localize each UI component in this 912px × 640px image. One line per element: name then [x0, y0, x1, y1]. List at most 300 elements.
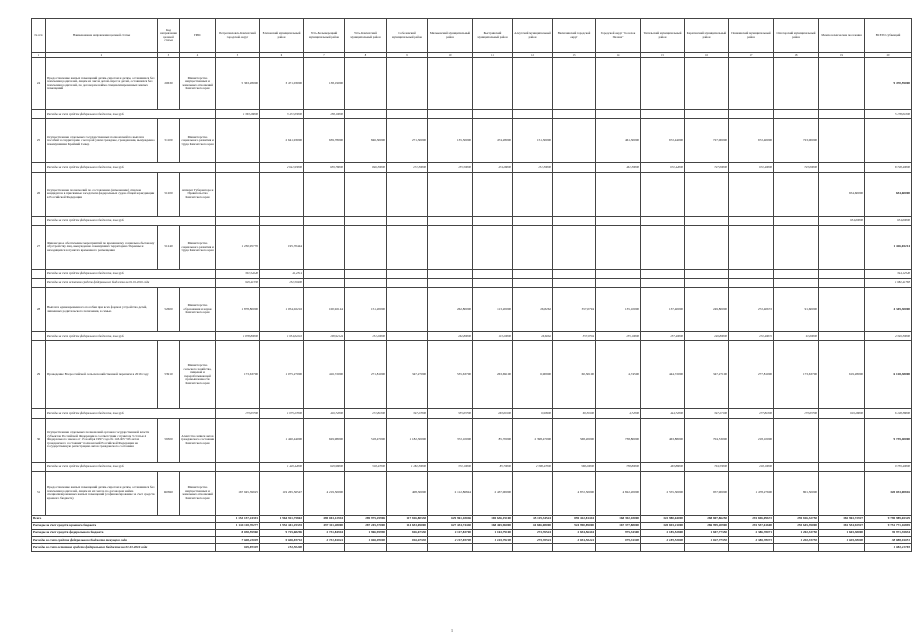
subtotal-row [32, 462, 912, 471]
subtotal-label: Расходы за счет средств федерального бюджета, тыс.руб. [46, 409, 216, 418]
subtotal-label: Расходы за счет средств федерального бюджета, тыс.руб. [46, 332, 216, 341]
subtotal-amount [345, 278, 387, 287]
subtotal-amount [513, 110, 553, 119]
amount-cell: 357,0794 [553, 288, 596, 332]
amount-cell: 135,10000 [596, 288, 641, 332]
amount-cell [729, 172, 774, 216]
amount-cell [774, 58, 819, 110]
column-header: Соболевский муниципальный район [387, 19, 428, 53]
subtotal-amount [345, 269, 387, 278]
amount-cell: 801,50000 [774, 471, 819, 515]
subtotal-amount [473, 216, 513, 225]
subtotal-amount: 137,40000 [641, 332, 685, 341]
amount-cell: 957,90000 [685, 471, 729, 515]
amount-cell: 4 872,50000 [553, 471, 596, 515]
total-amount: 287 245,37000 [345, 522, 387, 529]
subtotal-amount: 619,28000 [819, 409, 865, 418]
total-amount: 289 975,25906 [345, 515, 387, 522]
total-amount: 169 636,19100 [473, 515, 513, 522]
total-amount: 490 043,12944 [304, 515, 345, 522]
total-amount: 2 117,83700 [428, 530, 473, 537]
column-header: Межпоселенческие поселения [819, 19, 865, 53]
total-amount: 1 163,79100 [473, 537, 513, 544]
total-amount: 322 980,64000 [641, 515, 685, 522]
subtotal-amount [513, 278, 553, 287]
amount-cell [685, 58, 729, 110]
total-amount: 44 846,08000 [513, 522, 553, 529]
amount-cell: 1 230,95770 [216, 225, 260, 269]
row-total: 320 033,00816 [865, 471, 912, 515]
subtotal-amount: 654,60000 [819, 216, 865, 225]
column-number: 9 [387, 53, 428, 58]
amount-cell: 416,72000 [304, 341, 345, 409]
subtotal-amount [553, 163, 596, 172]
amount-cell: 167 945,39925 [216, 471, 260, 515]
subtotal-amount: 135,50000 [428, 163, 473, 172]
amount-cell: 151,20000 [345, 288, 387, 332]
row-total: 9 470,59000 [865, 58, 912, 110]
subtotal-row [32, 278, 912, 287]
total-amount [387, 544, 428, 551]
subtotal-amount [641, 278, 685, 287]
amount-cell: 408,30000 [387, 471, 428, 515]
amount-cell [387, 172, 428, 216]
total-amount: 168 465,96000 [473, 522, 513, 529]
amount-cell: 262,80000 [428, 288, 473, 332]
amount-cell [729, 225, 774, 269]
table-row [32, 119, 912, 163]
column-header: ВСЕГО субвенций [865, 19, 912, 53]
amount-cell: 474,28000 [473, 119, 513, 163]
amount-cell [345, 58, 387, 110]
spacer-cell [32, 216, 46, 225]
direction-name: Осуществление отдельных полномочий органов государственной власти субъектов Российской Федерации в соответствии с пунктом 3 статьи 4 Федерального закона от 15 ноября 1997 года № 143-ФЗ "Об актах гражданского состояния" полномочий Российской Федерации на государственную регистрацию актов гражданского состояния [46, 418, 158, 462]
total-amount: 7 668,43005 [216, 537, 260, 544]
total-amount: 629 961,18046 [428, 515, 473, 522]
subtotal-total: 4 349,30000 [865, 332, 912, 341]
subtotal-row [32, 409, 912, 418]
amount-cell: 60,30100 [553, 341, 596, 409]
amount-cell [345, 225, 387, 269]
total-amount: 975,34300 [596, 537, 641, 544]
subtotal-row [32, 269, 912, 278]
total-amount [304, 544, 345, 551]
total-amount: 627 434,74440 [428, 522, 473, 529]
subtotal-amount: 113,20000 [473, 332, 513, 341]
amount-cell: 2 112,86844 [428, 471, 473, 515]
spacer-cell [32, 462, 46, 471]
amount-cell: 195,70444 [260, 225, 304, 269]
table-row [32, 341, 912, 409]
amount-cell [304, 172, 345, 216]
amount-cell: 26,8262 [513, 288, 553, 332]
subtotal-amount [428, 278, 473, 287]
total-amount [819, 544, 865, 551]
column-header: Елизовский муниципальный район [260, 19, 304, 53]
grand-total-row [32, 515, 912, 522]
subtotal-amount: 738,80000 [596, 462, 641, 471]
amount-cell: 654,60000 [819, 172, 865, 216]
total-amount: 1 163,79100 [473, 530, 513, 537]
grbs-name: Агентство записи актов гражданского состояния Камчатского края [180, 418, 216, 462]
amount-cell: 723,00000 [774, 119, 819, 163]
amount-cell: 173,63700 [774, 341, 819, 409]
grbs-name: Министерство социального развития и труда Камчатского края [180, 119, 216, 163]
subtotal-amount [260, 216, 304, 225]
total-amount: 255 645,39000 [774, 522, 819, 529]
subtotal-amount [387, 278, 428, 287]
direction-code: 52600 [158, 288, 180, 332]
subtotal-amount: 1 075,27000 [260, 409, 304, 418]
amount-cell [428, 58, 473, 110]
direction-name: Проведение Всероссийской сельскохозяйственной переписи в 2016 году [46, 341, 158, 409]
amount-cell [513, 225, 553, 269]
grbs-name: Министерство образования и науки Камчатского края [180, 288, 216, 332]
amount-cell [473, 225, 513, 269]
subtotal-amount: 272,40672 [729, 332, 774, 341]
amount-cell [819, 58, 865, 110]
row-number: 30 [32, 418, 46, 462]
direction-code: 51100 [158, 119, 180, 163]
grand-total-row [32, 537, 912, 544]
subtotal-total: 1 082,41783 [865, 278, 912, 287]
column-header: Код направления целевой статьи [158, 19, 180, 53]
page-mark: 1 [451, 628, 453, 633]
subtotal-label: Расходы за счет остатков средств федерального бюджета на 01.01.2016 года [46, 278, 216, 287]
subtotal-amount: 4,74500 [596, 409, 641, 418]
total-amount: 381 554,92927 [819, 522, 865, 529]
subtotal-amount [387, 110, 428, 119]
column-number: 18 [774, 53, 819, 58]
amount-cell: 85,70000 [473, 418, 513, 462]
amount-cell [428, 225, 473, 269]
amount-cell: 619,28000 [819, 341, 865, 409]
amount-cell [513, 58, 553, 110]
amount-cell: 137,40000 [641, 288, 685, 332]
amount-cell: 568,20000 [553, 418, 596, 462]
amount-cell [553, 58, 596, 110]
column-header: Карагинский муниципальный район [685, 19, 729, 53]
subtotal-amount [685, 110, 729, 119]
total-sum: 38 888,94051 [865, 537, 912, 544]
amount-cell: 4,74500 [596, 341, 641, 409]
total-amount: 929,85305 [216, 544, 260, 551]
column-header: № п/п [32, 19, 46, 53]
subtotal-amount: 1 363,28000 [216, 110, 260, 119]
amount-cell: 100,92144 [304, 288, 345, 332]
subtotal-row [32, 332, 912, 341]
total-amount: 1 144 118,70277 [216, 522, 260, 529]
subtotal-amount: 41,2314 [260, 269, 304, 278]
subtotal-amount [729, 278, 774, 287]
subtotal-amount [774, 269, 819, 278]
direction-name: Осуществление полномочий по составлению (изменению) списков кандидатов в присяжные заседатели федеральных судов общей юрисдикции в Российской Федерации [46, 172, 158, 216]
subtotal-amount [304, 278, 345, 287]
amount-cell: 3 471,03000 [260, 58, 304, 110]
subtotal-amount: 263,69100 [473, 409, 513, 418]
subtotal-amount: 463,88000 [641, 462, 685, 471]
subtotal-amount [641, 216, 685, 225]
subtotal-amount [819, 462, 865, 471]
amount-cell [216, 418, 260, 462]
subtotal-amount [596, 216, 641, 225]
subtotal-amount [216, 216, 260, 225]
subtotal-amount: 444,72000 [641, 409, 685, 418]
row-number: 29 [32, 341, 46, 409]
subtotal-amount [304, 216, 345, 225]
total-amount: 273,76524 [513, 530, 553, 537]
amount-cell: 272,40672 [729, 288, 774, 332]
subtotal-amount: 301,54240 [216, 269, 260, 278]
subtotal-amount [774, 110, 819, 119]
column-number: 10 [428, 53, 473, 58]
subtotal-amount [387, 332, 428, 341]
subtotal-amount [685, 216, 729, 225]
subtotal-amount: 152,50400 [260, 278, 304, 287]
subtotal-amount [304, 269, 345, 278]
grbs-name: Министерство сельского хозяйства, пищевой и перерабатывающей промышленности Камчатского края [180, 341, 216, 409]
subtotal-amount [819, 269, 865, 278]
spacer-cell [32, 278, 46, 287]
amount-cell: 1 182,30000 [387, 418, 428, 462]
subtotal-amount: 1 182,30000 [387, 462, 428, 471]
subtotal-amount [596, 110, 641, 119]
subtotal-amount: 846,30000 [345, 163, 387, 172]
direction-code: 20630 [158, 58, 180, 110]
amount-cell [216, 119, 260, 163]
subtotal-amount [596, 269, 641, 278]
subtotal-amount: 518,47000 [345, 462, 387, 471]
subtotal-amount: 26,8262 [513, 332, 553, 341]
amount-cell: 5 363,28000 [216, 58, 260, 110]
amount-cell [819, 225, 865, 269]
row-number: 26 [32, 172, 46, 216]
subtotal-amount: 672,40000 [729, 163, 774, 172]
direction-code: 59300 [158, 418, 180, 462]
total-amount: 8 038,59960 [216, 530, 260, 537]
amount-cell: 2 437,00000 [473, 471, 513, 515]
subtotal-amount: 85,70000 [473, 462, 513, 471]
subtotal-amount [473, 269, 513, 278]
amount-cell: 535,63700 [428, 341, 473, 409]
total-sum: 9 751 771,16895 [865, 522, 912, 529]
amount-cell [428, 172, 473, 216]
table-row [32, 288, 912, 332]
subtotal-amount [729, 216, 774, 225]
subtotal-amount [685, 269, 729, 278]
total-amount: 1 847,77350 [685, 530, 729, 537]
amount-cell: 518,47000 [345, 418, 387, 462]
amount-cell [685, 172, 729, 216]
row-total: 9 739,40000 [865, 418, 912, 462]
column-number: 4 [180, 53, 216, 58]
subtotal-amount: 6,90900 [513, 409, 553, 418]
subtotal-amount: 271,81000 [345, 409, 387, 418]
amount-cell: 4 822,20000 [596, 471, 641, 515]
subtotal-amount [216, 462, 260, 471]
total-label: Расходы за счет остатков средств федерального бюджета на 01.01.2016 года [32, 544, 216, 551]
total-amount: 259 816,32750 [774, 515, 819, 522]
row-number: 31 [32, 471, 46, 515]
total-amount [596, 544, 641, 551]
total-amount: 859 422,81444 [553, 515, 596, 522]
subtotal-amount [428, 269, 473, 278]
total-amount: 117 816,80338 [387, 515, 428, 522]
total-amount: 1 847,77350 [685, 537, 729, 544]
row-total: 6 128,38000 [865, 341, 912, 409]
column-number: 7 [304, 53, 345, 58]
subtotal-label: Расходы за счет средств федерального бюджета, тыс.руб. [46, 269, 216, 278]
amount-cell: 271,30000 [387, 119, 428, 163]
row-number: 24 [32, 58, 46, 110]
subtotal-amount: 151,30000 [513, 163, 553, 172]
total-label: Расходы за счет средств краевого бюджета [32, 522, 216, 529]
amount-cell: 1 054,02216 [260, 288, 304, 332]
subtotal-amount [641, 110, 685, 119]
grand-total-row [32, 544, 912, 551]
amount-cell [260, 172, 304, 216]
direction-name: Предоставление жилых помещений детям-сиротам и детям, оставшимся без попечения родителей, лицам из их числа по договорам найма специализированных жилых помещений (софинансирование за счет средств краевого бюджета) [46, 471, 158, 515]
subtotal-amount [596, 278, 641, 287]
total-amount: 1 202,33750 [774, 537, 819, 544]
direction-name: Финансовое обеспечение мероприятий по временному социально-бытовому обустройству лиц, вынужденно покинувших территорию Украины и находящихся в пунктах временного размещения [46, 225, 158, 269]
total-amount [553, 544, 596, 551]
subtotal-amount [819, 332, 865, 341]
total-amount: 9 725,68296 [260, 530, 304, 537]
column-header: Усть-Камчатский муниципальный район [345, 19, 387, 53]
subtotal-amount [819, 110, 865, 119]
subtotal-amount: 218,10000 [729, 462, 774, 471]
column-number: 1 [32, 53, 46, 58]
total-amount [685, 544, 729, 551]
amount-cell [473, 58, 513, 110]
subtotal-amount: 262,80000 [428, 332, 473, 341]
amount-cell: 738,80000 [596, 418, 641, 462]
amount-cell: 672,44000 [641, 119, 685, 163]
total-amount: 273,76524 [513, 537, 553, 544]
spacer-cell [32, 163, 46, 172]
amount-cell: 151,30000 [513, 119, 553, 163]
subtotal-label: Расходы за счет средств федерального бюджета, тыс.руб. [46, 110, 216, 119]
total-amount: 2 386,78071 [729, 530, 774, 537]
amount-cell: 1 420,44000 [260, 418, 304, 462]
subtotal-amount [345, 216, 387, 225]
amount-cell [513, 172, 553, 216]
direction-name: Осуществление отдельных государственных полномочий по выплате пособий за территорию с которой ушли граждане, гражданами, вынужденно покинувшими Крайний Север [46, 119, 158, 163]
direction-code: 51240 [158, 225, 180, 269]
amount-cell: 91,60000 [774, 288, 819, 332]
amount-cell: 263,69100 [473, 341, 513, 409]
subtotal-total: 5 178,01000 [865, 110, 912, 119]
column-number: 5 [216, 53, 260, 58]
subtotal-amount [553, 278, 596, 287]
amount-cell [513, 471, 553, 515]
spacer-cell [32, 332, 46, 341]
subtotal-amount: 347,27100 [685, 409, 729, 418]
column-number: 2 [46, 53, 158, 58]
subtotal-amount: 568,20000 [553, 462, 596, 471]
amount-cell: 249,80000 [685, 288, 729, 332]
subtotal-amount: 372,10000 [428, 462, 473, 471]
subtotal-amount [553, 110, 596, 119]
table-row [32, 471, 912, 515]
amount-cell [345, 471, 387, 515]
subtotal-label: Расходы за счет средств федерального бюджета, тыс.руб. [46, 216, 216, 225]
amount-cell [641, 58, 685, 110]
subtotal-amount: 1 878,80000 [216, 332, 260, 341]
total-sum: 9 790 989,65329 [865, 515, 912, 522]
total-amount [729, 544, 774, 551]
amount-cell: 1 878,80000 [216, 288, 260, 332]
spacer-cell [32, 269, 46, 278]
subtotal-total: 9 739,40000 [865, 462, 912, 471]
row-number: 27 [32, 225, 46, 269]
subtotal-amount [387, 216, 428, 225]
total-amount: 152,50400 [260, 544, 304, 551]
total-amount: 1 966,95990 [345, 537, 387, 544]
total-amount: 168 392,18000 [596, 515, 641, 522]
amount-cell [473, 172, 513, 216]
grbs-name: Министерство социального развития и труда Камчатского края [180, 225, 216, 269]
subtotal-amount [513, 216, 553, 225]
direction-code: 51200 [158, 172, 180, 216]
column-header: Городской округ "поселок Палана" [596, 19, 641, 53]
amount-cell: 639,78000 [304, 119, 345, 163]
subtotal-amount [473, 110, 513, 119]
total-label: Расходы за счет средств федерального бюджета текущего года [32, 537, 216, 544]
amount-cell: 347,27100 [685, 341, 729, 409]
direction-name: Выплата единовременного пособия при всех формах устройства детей, лишенных родительского попечения, в семью [46, 288, 158, 332]
total-amount: 816,67330 [387, 530, 428, 537]
amount-cell [819, 471, 865, 515]
table-header-row [32, 19, 912, 53]
total-amount: 1 964 921,75863 [260, 515, 304, 522]
subtotal-amount [387, 269, 428, 278]
subtotal-row [32, 163, 912, 172]
column-number: 13 [553, 53, 596, 58]
amount-cell [596, 225, 641, 269]
amount-cell: 277,81000 [729, 341, 774, 409]
subtotal-amount [641, 269, 685, 278]
grbs-name: Министерство имущественных и земельных отношений Камчатского края [180, 471, 216, 515]
total-amount: 975,34300 [596, 530, 641, 537]
subtotal-amount: 2 641,93000 [260, 163, 304, 172]
column-header: ГРБС [180, 19, 216, 53]
amount-cell [774, 418, 819, 462]
total-amount: 2 185,52800 [641, 530, 685, 537]
table-row [32, 58, 912, 110]
grbs-name: Министерство имущественных и земельных отношений Камчатского края [180, 58, 216, 110]
total-amount: 291 696,09672 [729, 515, 774, 522]
column-header: Алеутский муниципальный район [513, 19, 553, 53]
amount-cell [685, 225, 729, 269]
subtotal-amount: 629,98000 [304, 462, 345, 471]
column-header: Усть-Большерецкий муниципальный район [304, 19, 345, 53]
table-row [32, 418, 912, 462]
column-header: Петропавловск-Камчатский городской округ [216, 19, 260, 53]
total-amount: 291 557,61600 [729, 522, 774, 529]
total-amount: 9 606,83716 [260, 537, 304, 544]
total-amount: 382 963,72927 [819, 515, 865, 522]
subtotal-total: 654,60000 [865, 216, 912, 225]
column-number: 20 [865, 53, 912, 58]
table-row [32, 225, 912, 269]
subtotal-amount [513, 269, 553, 278]
row-number: 25 [32, 119, 46, 163]
column-number: 17 [729, 53, 774, 58]
total-amount: 286 999,20900 [685, 522, 729, 529]
column-number: 19 [819, 53, 865, 58]
